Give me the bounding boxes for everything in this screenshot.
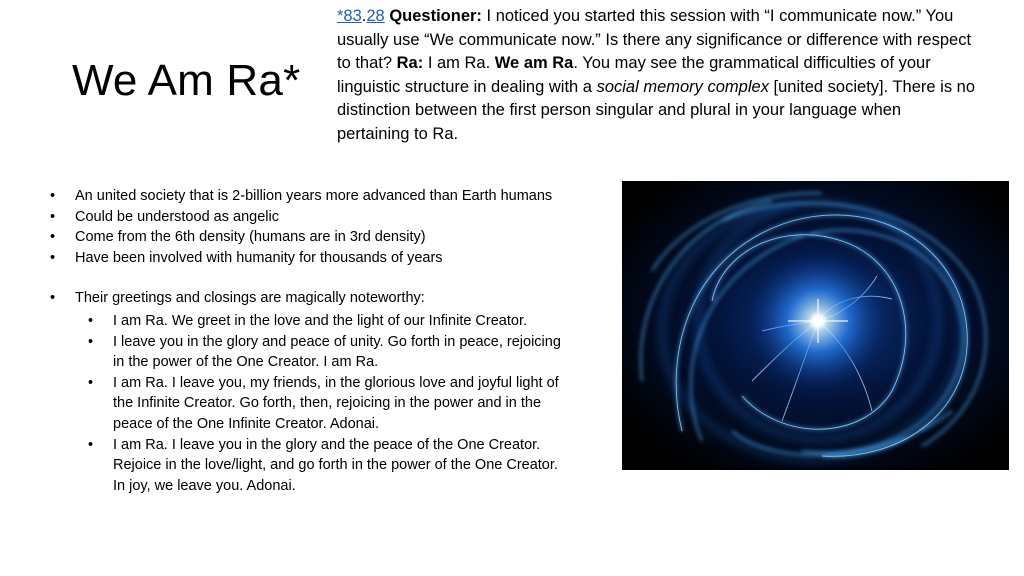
slide-title: We Am Ra*: [72, 56, 301, 105]
greeting-item: • I leave you in the glory and peace of unity. Go forth in peace, rejoicing in the power of the One Creator. I am Ra.: [75, 332, 570, 373]
greeting-item: • I am Ra. We greet in the love and the light of our Infinite Creator.: [75, 311, 570, 332]
vortex-graphic: [622, 181, 1009, 470]
answer-italic: social memory complex: [596, 77, 769, 96]
reference-separator: .: [361, 7, 367, 25]
bullet-item: • Could be understood as angelic: [50, 207, 570, 228]
ra-label: Ra:: [396, 54, 424, 72]
bullet-item: • Have been involved with humanity for thousands of years: [50, 248, 570, 269]
question-text: I noticed you started this session with “I communicate now.” You usually use “We communicate now.” Is there any significance or difference with respect to that?: [337, 7, 972, 72]
answer-bold: We am Ra: [494, 54, 574, 72]
greeting-item: • I am Ra. I leave you in the glory and the peace of the One Creator. Rejoice in the love/light, and go forth in the power of the One Creator. In joy, we leave you. Adonai.: [75, 435, 570, 497]
bullet-item: • An united society that is 2-billion years more advanced than Earth humans: [50, 186, 570, 207]
answer-text-3: [united society]. There is no distinction between the first person singular and plural in your language when pertaining to Ra.: [337, 77, 976, 143]
answer-text-1: I am Ra.: [427, 54, 491, 72]
greetings-list: [75, 311, 570, 496]
greetings-bullet: [50, 288, 570, 496]
bullet-list: [50, 186, 570, 496]
reference-link-session[interactable]: *83: [337, 7, 362, 25]
bullet-item: • Come from the 6th density (humans are in 3rd density): [50, 227, 570, 248]
answer-text-2: . You may see the grammatical difficulties of your linguistic structure in dealing with a: [337, 54, 931, 96]
greetings-heading: Their greetings and closings are magically noteworthy:: [75, 290, 425, 307]
quote-paragraph: [337, 5, 977, 146]
reference-link-question[interactable]: 28: [366, 7, 385, 25]
questioner-label: Questioner:: [389, 7, 482, 25]
energy-vortex-image: [622, 181, 1009, 470]
greeting-item: • I am Ra. I leave you, my friends, in the glorious love and joyful light of the Infinite Creator. Go forth, then, rejoicing in the power and in the peace of the One Infinite Creator. Adonai.: [75, 373, 570, 435]
